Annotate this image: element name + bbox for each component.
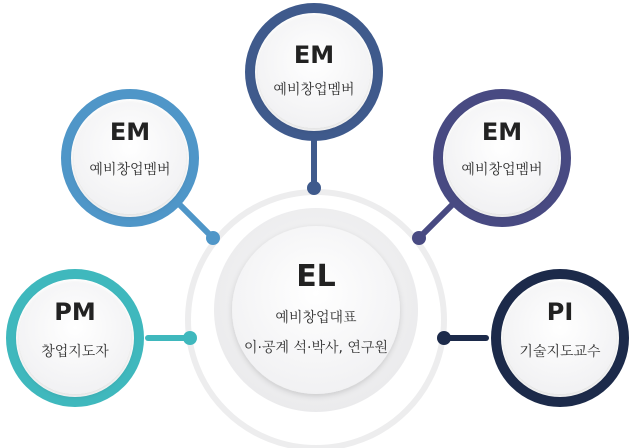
node-em-top-title: EM — [293, 41, 335, 69]
node-em-right — [438, 94, 566, 222]
center-title: EL — [296, 259, 336, 294]
center-detail: 이·공계 석·박사, 연구원 — [244, 340, 388, 356]
node-em-left-subtitle: 예비창업멤버 — [89, 162, 171, 178]
center-subtitle: 예비창업대표 — [275, 310, 357, 326]
node-em-right-subtitle: 예비창업멤버 — [461, 162, 543, 178]
node-em-top-inner — [258, 16, 370, 128]
connector-em-right — [419, 205, 452, 238]
node-em-left — [66, 94, 194, 222]
node-em-top-subtitle: 예비창업멤버 — [273, 82, 355, 98]
center-node-el — [214, 208, 418, 412]
connector-dot-em-right — [412, 231, 426, 245]
connector-dot-pm — [183, 331, 197, 345]
connector-em-left — [180, 205, 213, 238]
node-pi-title: PI — [546, 298, 574, 326]
node-pm-title: PM — [54, 298, 96, 326]
node-pi-subtitle: 기술지도교수 — [519, 344, 601, 360]
connector-dot-em-left — [206, 231, 220, 245]
node-pm — [11, 274, 139, 402]
node-pm-subtitle: 창업지도자 — [41, 344, 109, 360]
connector-dot-pi — [437, 331, 451, 345]
connector-dot-em-top — [307, 181, 321, 195]
node-pi — [496, 274, 624, 402]
node-em-right-title: EM — [481, 118, 523, 146]
node-em-top — [250, 8, 378, 136]
node-em-left-title: EM — [109, 118, 151, 146]
